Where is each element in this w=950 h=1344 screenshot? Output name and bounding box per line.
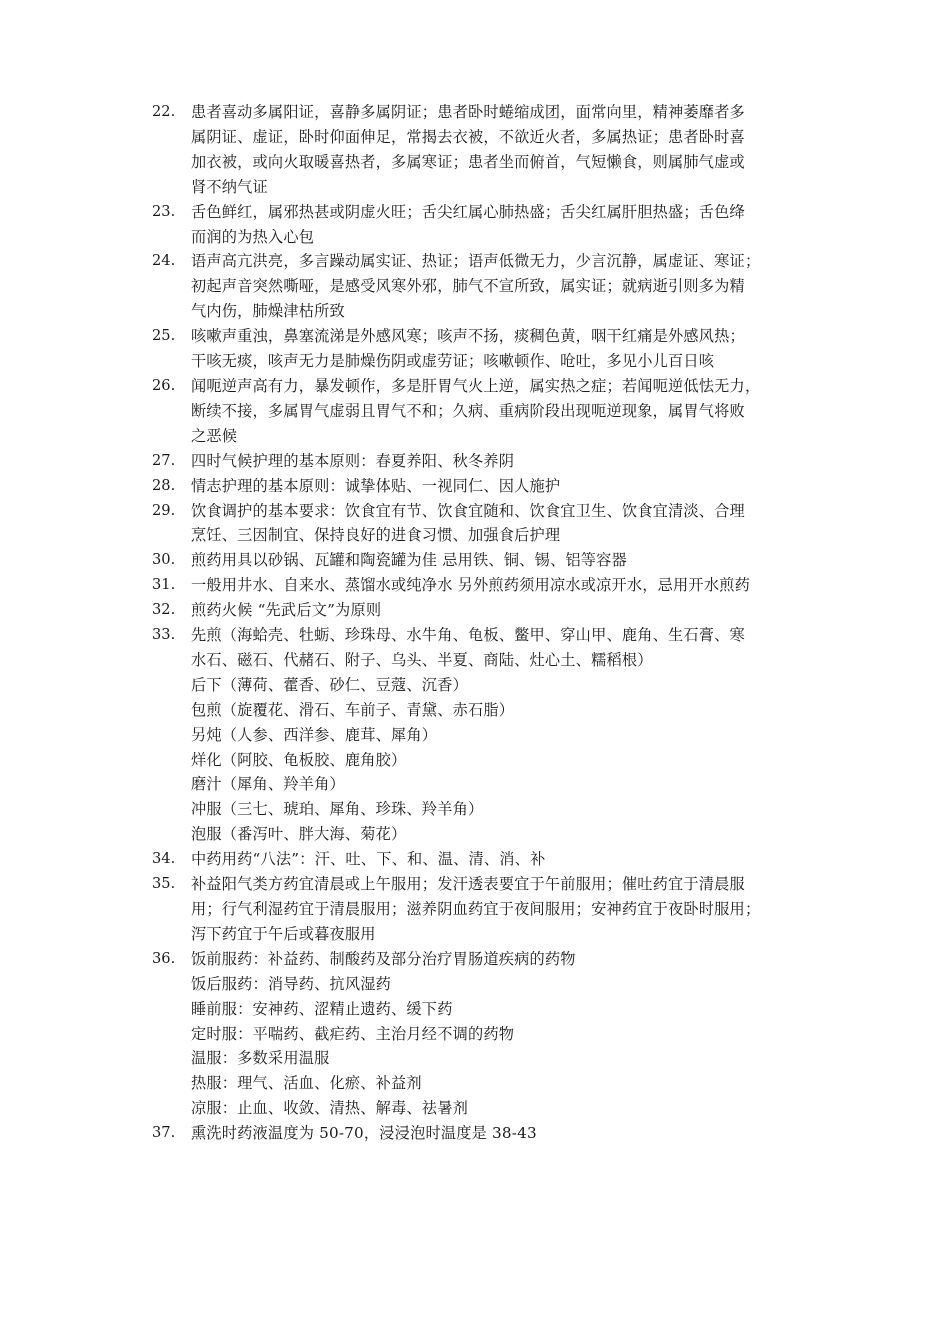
item-text-line: 情志护理的基本原则：诚挚体贴、一视同仁、因人施护 — [191, 476, 561, 495]
item-text-line: 定时服：平喘药、截疟药、主治月经不调的药物 — [191, 1024, 515, 1043]
item-text-line: 补益阳气类方药宜清晨或上午服用；发汗透表要宜于午前服用；催吐药宜于清晨服 — [191, 875, 745, 894]
item-number: 27. — [152, 451, 176, 469]
item-text-line: 干咳无痰，咳声无力是肺燥伤阴或虚劳证；咳嗽顿作、呛吐，多见小儿百日咳 — [191, 352, 715, 371]
list-item — [152, 598, 802, 623]
item-text-line: 语声高亢洪亮，多言躁动属实证、热证；语声低微无力，少言沉静，属虚证、寒证； — [191, 252, 761, 271]
item-text-line: 肾不纳气证 — [191, 177, 268, 196]
item-text-line: 患者喜动多属阳证，喜静多属阴证；患者卧时蜷缩成团，面常向里，精神萎靡者多 — [191, 103, 745, 121]
item-number: 29. — [152, 501, 176, 519]
item-text-line: 之恶候 — [191, 426, 238, 445]
item-text-line: 饭前服药：补益药、制酸药及部分治疗胃肠道疾病的药物 — [191, 949, 576, 968]
item-text-line: 烊化（阿胶、龟板胶、鹿角胶） — [191, 750, 407, 769]
list-item — [152, 623, 802, 847]
item-text-line: 煎药火候 “先武后文”为原则 — [191, 601, 382, 620]
list-item — [152, 449, 802, 474]
item-text-line: 包煎（旋覆花、滑石、车前子、青黛、赤石脂） — [191, 700, 515, 719]
item-text-line: 温服：多数采用温服 — [191, 1049, 330, 1068]
list-item — [152, 947, 802, 1121]
item-number: 35. — [152, 875, 176, 893]
list-item — [152, 847, 802, 872]
item-number: 26. — [152, 376, 176, 394]
item-text-line: 煎药用具以砂锅、瓦罐和陶瓷罐为佳 忌用铁、铜、锡、铝等容器 — [191, 551, 627, 570]
item-number: 36. — [152, 949, 176, 967]
item-text-line: 先煎（海蛤壳、牡蛎、珍珠母、水牛角、龟板、鳖甲、穿山甲、鹿角、生石膏、寒 — [191, 626, 745, 645]
list-item — [152, 100, 802, 200]
item-text-line: 熏洗时药液温度为 50-70，浸浸泡时温度是 38-43 — [191, 1124, 537, 1143]
item-text-line: 咳嗽声重浊，鼻塞流涕是外感风寒；咳声不扬，痰稠色黄，咽干红痛是外感风热； — [191, 327, 745, 346]
list-item — [152, 474, 802, 499]
list-item — [152, 573, 802, 598]
item-text-line: 烹饪、三因制宜、保持良好的进食习惯、加强食后护理 — [191, 526, 561, 545]
item-text-line: 泻下药宜于午后或暮夜服用 — [191, 924, 376, 943]
item-number: 22. — [152, 103, 176, 120]
list-item — [152, 324, 802, 374]
item-text-line: 属阴证、虚证，卧时仰面伸足，常揭去衣被，不欲近火者，多属热证；患者卧时喜 — [191, 127, 745, 146]
list-item — [152, 548, 802, 573]
item-number: 28. — [152, 476, 176, 494]
item-number: 31. — [152, 576, 176, 594]
item-text-line: 水石、磁石、代赭石、附子、乌头、半夏、商陆、灶心土、糯稻根） — [191, 650, 653, 669]
item-text-line: 泡服（番泻叶、胖大海、菊花） — [191, 825, 407, 844]
item-number: 34. — [152, 850, 176, 868]
list-item — [152, 374, 802, 449]
item-text-line: 凉服：止血、收敛、清热、解毒、祛暑剂 — [191, 1099, 468, 1118]
item-number: 24. — [152, 252, 176, 270]
item-text-line: 冲服（三七、琥珀、犀角、珍珠、羚羊角） — [191, 800, 484, 819]
item-text-line: 另炖（人参、西洋参、鹿茸、犀角） — [191, 725, 438, 744]
numbered-list — [152, 100, 802, 1146]
item-text-line: 中药用药“八法”：汗、吐、下、和、温、清、消、补 — [191, 850, 546, 869]
item-text-line: 一般用井水、自来水、蒸馏水或纯净水 另外煎药须用凉水或凉开水，忌用开水煎药 — [191, 576, 750, 595]
list-item — [152, 872, 802, 947]
item-text-line: 睡前服：安神药、涩精止遗药、缓下药 — [191, 999, 453, 1018]
item-text-line: 饮食调护的基本要求：饮食宜有节、饮食宜随和、饮食宜卫生、饮食宜清淡、合理 — [191, 501, 745, 520]
item-number: 32. — [152, 601, 176, 619]
item-number: 23. — [152, 202, 176, 220]
item-text-line: 初起声音突然嘶哑，是感受风寒外邪，肺气不宣所致，属实证；就病逝引则多为精 — [191, 277, 745, 296]
item-text-line: 磨汁（犀角、羚羊角） — [191, 775, 345, 794]
list-item — [152, 1121, 802, 1146]
item-text-line: 加衣被，或向火取暖喜热者，多属寒证；患者坐而俯首，气短懒食，则属肺气虚或 — [191, 152, 745, 171]
item-text-line: 闻呃逆声高有力，暴发顿作，多是肝胃气火上逆，属实热之症；若闻呃逆低怯无力， — [191, 376, 761, 395]
item-text-line: 热服：理气、活血、化瘀、补益剂 — [191, 1074, 422, 1093]
item-text-line: 四时气候护理的基本原则：春夏养阳、秋冬养阴 — [191, 451, 515, 470]
item-number: 25. — [152, 327, 176, 345]
item-text-line: 断续不接，多属胃气虚弱且胃气不和；久病、重病阶段出现呃逆现象，属胃气将败 — [191, 401, 745, 420]
item-text-line: 舌色鲜红，属邪热甚或阴虚火旺；舌尖红属心肺热盛；舌尖红属肝胆热盛；舌色绛 — [191, 202, 745, 221]
list-item — [152, 200, 802, 250]
item-text-line: 后下（薄荷、藿香、砂仁、豆蔻、沉香） — [191, 675, 468, 694]
list-item — [152, 499, 802, 549]
item-number: 30. — [152, 551, 176, 569]
item-text-line: 而润的为热入心包 — [191, 227, 315, 246]
item-text-line: 用；行气利湿药宜于清晨服用；滋养阴血药宜于夜间服用；安神药宜于夜卧时服用； — [191, 900, 761, 918]
list-item — [152, 249, 802, 324]
item-text-line: 饭后服药：消导药、抗风湿药 — [191, 974, 392, 993]
item-text-line: 气内伤，肺燥津枯所致 — [191, 302, 345, 321]
item-number: 37. — [152, 1124, 176, 1142]
item-number: 33. — [152, 626, 176, 644]
